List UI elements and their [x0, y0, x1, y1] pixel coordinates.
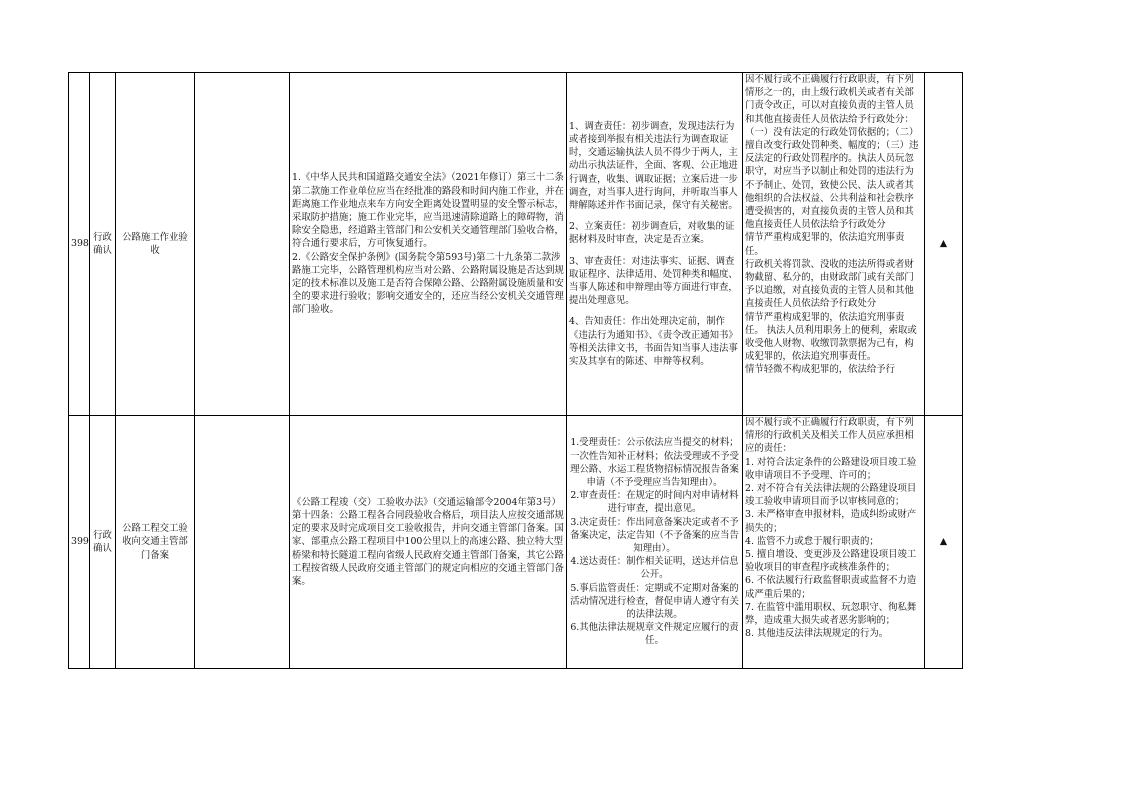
accountability-cell — [743, 416, 925, 669]
accountability-paragraph: 因不履行或不正确履行行政职责，有下列情形之一的，由上级行政机关或者有关部门责令改正，可以对直接负责的主管人员和其他直接责任人员依法给予行政处分：（一）没有法定的行政处罚依据的；（二）擅自改变行政处罚种类、幅度的；（三）违反法定的行政处罚程序的。执法人员玩忽职守，对应当予以制止和处罚的违法行为不予制止、处罚，致使公民、法人或者其他组织的合法权益、公共利益和社会秩序遭受损害的，对直接负责的主管人员和其他直接责任人员依法给予行政处分 — [745, 74, 919, 231]
accountability-paragraph: 8. 其他违反法律法规规定的行为。 — [745, 628, 889, 640]
legal-basis-paragraph: 1.《中华人民共和国道路交通安全法》（2021年修订）第三十二条第二款施工作业单位应当在经批准的路段和时间内施工作业，并在距离施工作业地点来车方向安全距离处设置明显的安全警示标志，采取防护措施；施工作业完毕，应当迅速清除道路上的障碍物，消除安全隐患，经道路主管部门和公安机关交通管理部门验收合格，符合通行要求后，方可恢复通行。 — [292, 172, 564, 250]
duty-cell — [567, 73, 743, 416]
triangle-mark-icon: ▲ — [925, 416, 963, 669]
duty-paragraph: 2.审查责任：在规定的时间内对申请材料进行审查，提出意见。 — [570, 490, 739, 515]
row-number: 399 — [69, 416, 90, 669]
accountability-paragraph: 1. 对符合法定条件的公路建设项目竣工验收申请项目不予受理、许可的； — [745, 456, 917, 481]
accountability-paragraph: 7. 在监管中滥用职权、玩忽职守、徇私舞弊，造成重大损失或者恶劣影响的； — [745, 601, 917, 627]
duty-paragraph: 3、审查责任：对违法事实、证据、调查取证程序、法律适用、处罚种类和幅度、当事人陈述和申辩理由等方面进行审查，提出处理意见。 — [569, 255, 738, 307]
duty-paragraph: 1、调查责任：初步调查，发现违法行为或者接到举报有相关违法行为调查取证时，交通运输执法人员不得少于两人，主动出示执法证件，全面、客观、公正地进行调查，收集、调取证据；立案后进一步调查，对当事人进行询问，并听取当事人辩解陈述并作书面记录，保守有关秘密。 — [569, 120, 738, 211]
accountability-paragraph: 行政机关将罚款、没收的违法所得或者财物截留、私分的，由财政部门或有关部门予以追缴，对直接负责的主管人员和其他直接责任人员依法给予行政处分 — [745, 258, 914, 310]
table-row — [69, 416, 963, 669]
accountability-cell — [743, 73, 925, 416]
legal-basis-paragraph: 2.《公路安全保护条例》(国务院令第593号)第二十九条第二款涉路施工完毕，公路管理机构应当对公路、公路附属设施是否达到规定的技术标准以及施工是否符合保障公路、公路附属设施质量和安全的要求进行验收；影响交通安全的，还应当经公安机关交通管理部门验收。 — [292, 251, 564, 316]
accountability-paragraph: 4. 监管不力或怠于履行职责的； — [745, 535, 879, 547]
legal-basis-paragraph: 《公路工程竣（交）工验收办法》（交通运输部令2004年第3号）第十四条：公路工程各合同段验收合格后，项目法人应按交通部规定的要求及时完成项目交工验收报告，并向交通主管部门备案。国家、部重点公路工程项目中100公里以上的高速公路、独立特大型桥梁和特长隧道工程向省级人民政府交通主管部门备案，其它公路工程按省级人民政府交通主管部门的规定向相应的交通主管部门备案。 — [292, 496, 564, 587]
duty-paragraph: 1.受理责任：公示依法应当提交的材料；一次性告知补正材料；依法受理或不予受理公路、水运工程货物招标情况报告备案申请（不予受理应当告知理由）。 — [570, 437, 739, 488]
triangle-mark-icon: ▲ — [925, 73, 963, 416]
accountability-paragraph: 6. 不依法履行行政监督职责或监督不力造成严重后果的； — [745, 575, 917, 600]
accountability-paragraph: 2. 对不符合有关法律法规的公路建设项目竣工验收申请项目而予以审核同意的； — [745, 483, 917, 508]
accountability-paragraph: 3. 未严格审查申报材料，造成纠纷或财产损失的； — [745, 509, 917, 534]
accountability-paragraph: 情节轻微不构成犯罪的，依法给予行 — [745, 364, 896, 376]
duty-paragraph: 3.决定责任：作出同意备案决定或者不予备案决定，法定告知（不予备案的应当告知理由）。 — [570, 516, 739, 554]
item-type: 行政确认 — [90, 416, 116, 669]
table-row — [69, 73, 963, 416]
duty-paragraph: 4、告知责任：作出处理决定前，制作《违法行为通知书》、《责令改正通知书》等相关法律文书，书面告知当事人违法事实及其享有的陈述、申辩等权利。 — [569, 316, 738, 368]
accountability-paragraph: 情节严重构成犯罪的，依法追究刑事责任。 执法人员利用职务上的便利，索取或收受他人财物、收缴罚款票据为己有，构成犯罪的，依法追究刑事责任。 — [745, 311, 917, 363]
legal-basis-cell — [290, 73, 567, 416]
item-name: 公路工程交工验收向交通主管部门备案 — [116, 416, 195, 669]
item-type: 行政确认 — [90, 73, 116, 416]
duty-paragraph: 6.其他法律法规规章文件规定应履行的责任。 — [570, 622, 739, 647]
legal-basis-cell — [290, 416, 567, 669]
accountability-paragraph: 情节严重构成犯罪的，依法追究刑事责任。 — [745, 232, 905, 257]
duty-paragraph: 4.送达责任：制作相关证明，送达并信息公开。 — [570, 556, 739, 581]
item-name: 公路施工作业验收 — [116, 73, 195, 416]
sub-item-cell — [195, 73, 290, 416]
accountability-paragraph: 5. 擅自增设、变更涉及公路建设项目竣工验收项目的审查程序或核准条件的； — [745, 549, 917, 574]
duty-paragraph: 2、立案责任：初步调查后，对收集的证据材料及时审查，决定是否立案。 — [569, 221, 735, 246]
duty-paragraph: 5.事后监管责任：定期或不定期对备案的活动情况进行检查，督促申请人遵守有关的法律法规。 — [570, 582, 739, 621]
row-number: 398 — [69, 73, 90, 416]
duty-list-table — [68, 72, 963, 669]
accountability-paragraph: 因不履行或不正确履行行政职责，有下列情形的行政机关及相关工作人员应承担相应的责任： — [745, 417, 914, 455]
sub-item-cell — [195, 416, 290, 669]
duty-cell — [567, 416, 743, 669]
